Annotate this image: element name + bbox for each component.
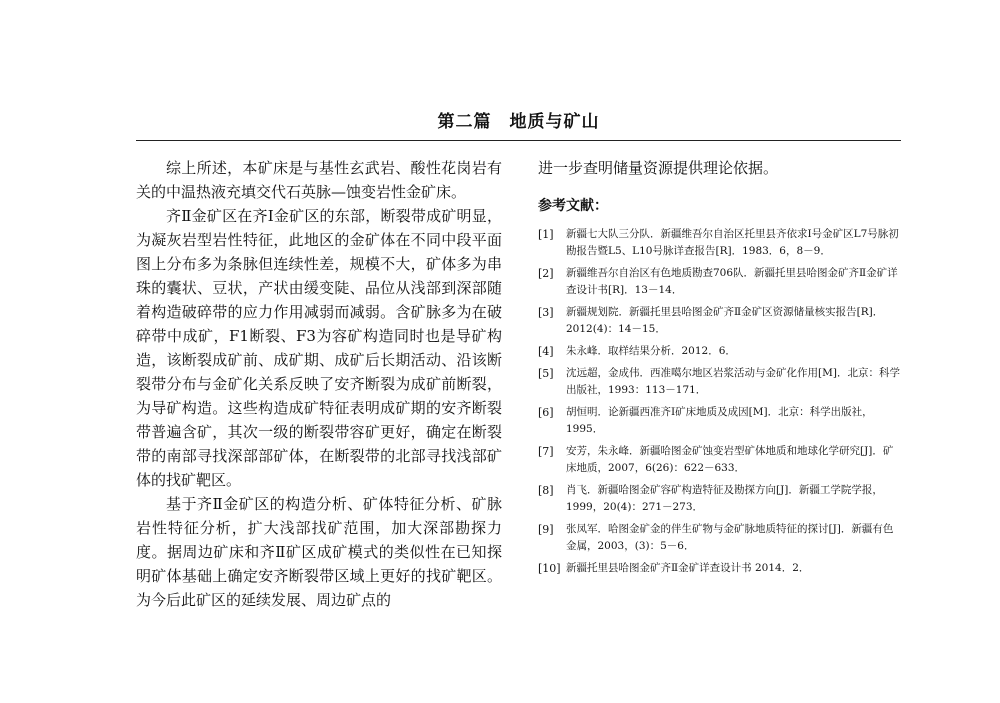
reference-item [538,404,900,438]
reference-item [538,343,900,360]
reference-text: 新疆七大队三分队．新疆维吾尔自治区托里县齐依求Ⅰ号金矿区L7号脉初勘报告暨L5、L10号脉详查报告[R]．1983．6，8－9． [566,228,899,257]
reference-item [538,265,900,299]
references-heading: 参考文献： [538,198,608,214]
reference-text: 朱永峰．取样结果分析．2012．6． [566,345,736,357]
reference-text: 新疆托里县哈图金矿齐Ⅱ金矿详查设计书 2014．2． [566,562,810,574]
reference-item [538,443,900,477]
reference-text: 肖飞．新疆哈图金矿容矿构造特征及勘探方向[J]．新疆工学院学报，1999，20(4)：271－273． [566,484,883,513]
reference-item [538,560,900,577]
reference-item [538,482,900,516]
reference-item [538,365,900,399]
reference-number: [9] [538,523,554,536]
reference-item [538,226,900,260]
reference-text: 沈远超，金成伟．西准噶尔地区岩浆活动与金矿化作用[M]．北京：科学出版社，1993：113－171． [566,367,900,396]
reference-text: 新疆维吾尔自治区有色地质勘查706队．新疆托里县哈图金矿齐Ⅱ金矿详查设计书[R]．13－14． [566,267,898,296]
body-paragraph: 综上所述，本矿床是与基性玄武岩、酸性花岗岩有关的中温热液充填交代石英脉—蚀变岩性金矿床。 [136,159,502,201]
reference-number: [8] [538,484,554,497]
continuation-text: 进一步查明储量资源提供理论依据。 [538,159,779,177]
page-header [136,108,901,144]
body-paragraph: 齐Ⅱ金矿区在齐Ⅰ金矿区的东部，断裂带成矿明显，为凝灰岩型岩性特征，此地区的金矿体在不同中段平面图上分布多为条脉但连续性差，规模不大，矿体多为串珠的囊状、豆状，产状由缓变陡、品位从浅部到深部随着构造破碎带的应力作用减弱而减弱。含矿脉多为在破碎带中成矿，F1断裂、F3为容矿构造同时也是导矿构造，该断裂成矿前、成矿期、成矿后长期活动、沿该断裂带分布与金矿化关系反映了安齐断裂为成矿前断裂，为导矿构造。这些构造成矿特征表明成矿期的安齐断裂带普遍含矿，其次一级的断裂带容矿更好，确定在断裂带的南部寻找深部部矿体，在断裂带的北部寻找浅部矿体的找矿靶区。 [136,207,502,489]
reference-number: [2] [538,267,554,280]
reference-number: [10] [538,562,561,575]
right-column [538,156,900,582]
reference-item [538,521,900,555]
reference-number: [1] [538,228,554,241]
section-title: 第二篇 地质与矿山 [437,112,600,132]
reference-list [538,226,900,577]
reference-number: [3] [538,306,554,319]
reference-item [538,304,900,338]
reference-number: [4] [538,345,554,358]
reference-number: [7] [538,445,554,458]
left-column [136,156,502,612]
reference-text: 张凤军．哈图金矿金的伴生矿物与金矿脉地质特征的探讨[J]．新疆有色金属，2003，(3)：5－6． [566,523,894,552]
body-paragraph: 基于齐Ⅱ金矿区的构造分析、矿体特征分析、矿脉岩性特征分析，扩大浅部找矿范围，加大深部勘探力度。据周边矿床和齐Ⅱ矿区成矿模式的类似性在已知探明矿体基础上确定安齐断裂带区域上更好的找矿靶区。为今后此矿区的延续发展、周边矿点的 [136,495,502,609]
reference-number: [6] [538,406,554,419]
reference-text: 胡恒明．论新疆西准齐Ⅰ矿床地质及成因[M]．北京：科学出版社，1995． [566,406,873,435]
reference-number: [5] [538,367,554,380]
reference-text: 安芳，朱永峰．新疆哈图金矿蚀变岩型矿体地质和地球化学研究[J]．矿床地质，2007，6(26)：622－633． [566,445,894,474]
header-divider [136,140,901,141]
reference-text: 新疆规划院．新疆托里县哈图金矿齐Ⅱ金矿区资源储量核实报告[R]．2012(4)：14－15． [566,306,884,335]
